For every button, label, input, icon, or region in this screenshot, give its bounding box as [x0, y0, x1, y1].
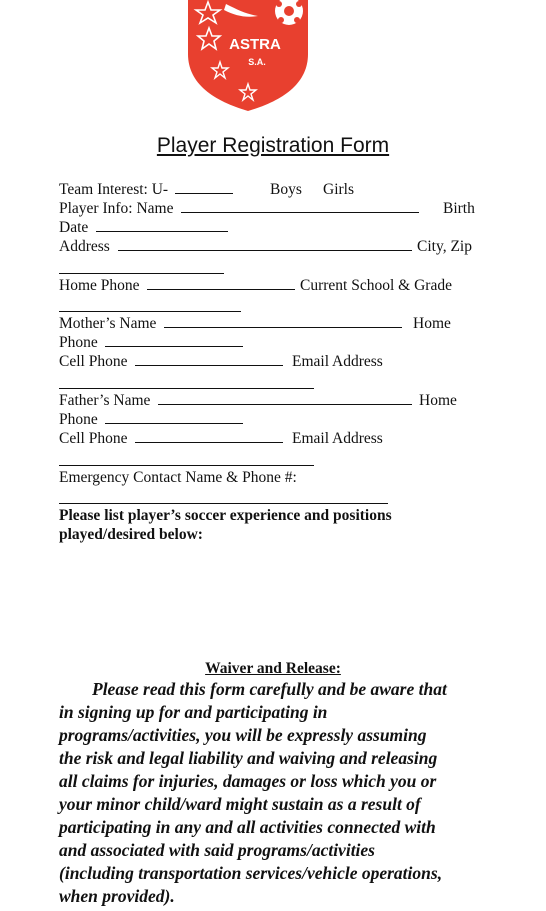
father-home-label: Home [419, 392, 457, 409]
waiver-line: your minor child/ward might sustain as a result of [59, 794, 421, 814]
astra-logo [186, 0, 310, 112]
father-home-phone-field[interactable] [105, 410, 243, 424]
city-zip-field[interactable] [59, 273, 224, 274]
waiver-line: the risk and legal liability and waiving and releasing [59, 748, 438, 768]
father-email-field[interactable] [59, 465, 314, 466]
logo-subtext: S.A. [248, 57, 266, 67]
home-phone-field[interactable] [147, 276, 295, 290]
current-school-label: Current School & Grade [300, 277, 452, 294]
date-label: Date [59, 219, 89, 236]
emergency-contact-field[interactable] [59, 503, 388, 504]
waiver-heading: Waiver and Release: [205, 660, 341, 677]
birth-label: Birth [443, 200, 475, 217]
mothers-name-row [59, 314, 402, 333]
experience-heading-line: Please list player’s soccer experience and positions [59, 507, 392, 524]
fathers-name-field[interactable] [158, 391, 412, 405]
team-interest-field[interactable] [175, 180, 233, 194]
mother-cell-field[interactable] [135, 352, 283, 366]
mother-phone-row [59, 333, 243, 352]
address-row [59, 237, 412, 256]
waiver-line: all claims for injuries, damages or loss which you or [59, 771, 437, 791]
father-cell-row [59, 429, 283, 448]
mothers-name-field[interactable] [164, 314, 402, 328]
experience-heading-line: played/desired below: [59, 526, 203, 543]
mother-email-field[interactable] [59, 388, 314, 389]
father-phone-row [59, 410, 243, 429]
current-school-field[interactable] [59, 311, 241, 312]
player-info-label: Player Info: Name [59, 200, 174, 217]
mother-home-phone-field[interactable] [105, 333, 243, 347]
city-zip-label: City, Zip [417, 238, 472, 255]
experience-text-area[interactable] [59, 548, 479, 648]
team-interest-row [59, 180, 233, 199]
father-cell-field[interactable] [135, 429, 283, 443]
emergency-contact-label: Emergency Contact Name & Phone #: [59, 469, 297, 486]
waiver-line: (including transportation services/vehicle operations, [59, 863, 443, 883]
mothers-name-label: Mother’s Name [59, 315, 157, 332]
waiver-line: in signing up for and participating in [59, 702, 328, 722]
player-name-field[interactable] [181, 199, 419, 213]
fathers-name-row [59, 391, 412, 410]
waiver-line: participating in any and all activities connected with [59, 817, 436, 837]
mother-cell-row [59, 352, 283, 371]
father-cell-label: Cell Phone [59, 430, 128, 447]
mother-email-label: Email Address [292, 353, 383, 370]
address-label: Address [59, 238, 110, 255]
experience-heading [59, 506, 392, 544]
soccer-ball-icon [275, 0, 303, 25]
birth-date-field[interactable] [96, 218, 228, 232]
girls-option[interactable]: Girls [323, 181, 354, 198]
fathers-name-label: Father’s Name [59, 392, 151, 409]
home-phone-row [59, 276, 295, 295]
waiver-line: Please read this form carefully and be aware that [92, 679, 447, 699]
waiver-line: programs/activities, you will be expressly assuming [59, 725, 427, 745]
page-title: Player Registration Form [156, 134, 390, 157]
birth-date-row [59, 218, 228, 237]
player-name-row [59, 199, 419, 218]
home-phone-label: Home Phone [59, 277, 140, 294]
father-phone-label: Phone [59, 411, 98, 428]
team-interest-label: Team Interest: U- [59, 181, 169, 198]
father-email-label: Email Address [292, 430, 383, 447]
boys-option[interactable]: Boys [270, 181, 302, 198]
mother-cell-label: Cell Phone [59, 353, 128, 370]
logo-text: ASTRA [229, 36, 281, 53]
address-field[interactable] [118, 237, 412, 251]
mother-home-label: Home [413, 315, 451, 332]
waiver-line: when provided). [59, 886, 175, 906]
waiver-line: and associated with said programs/activities [59, 840, 375, 860]
mother-phone-label: Phone [59, 334, 98, 351]
